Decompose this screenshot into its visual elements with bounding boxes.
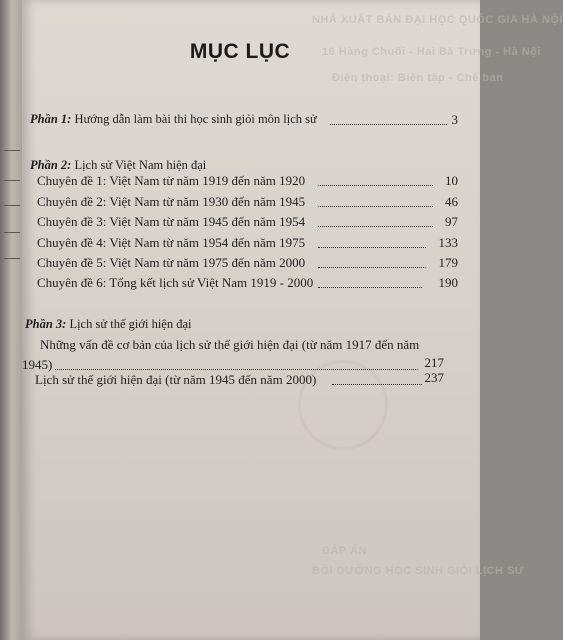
page-number: 217 — [424, 355, 444, 370]
part-title: Hướng dẫn làm bài thi học sinh giỏi môn lịch sử — [74, 112, 317, 126]
toc-item-2: Lịch sử thế giới hiện đại (từ năm 1945 đến năm 2000) — [35, 372, 317, 387]
toc-item-1-line-2: 1945) — [22, 357, 53, 372]
part-title: Lịch sử thế giới hiện đại — [69, 317, 192, 331]
part-title: Lịch sử Việt Nam hiện đại — [74, 158, 207, 172]
toc-part-2 — [30, 158, 206, 173]
toc-topic-3: Chuyên đề 3: Việt Nam từ năm 1945 đến năm 1954 — [37, 214, 306, 229]
page-number: 46 — [445, 194, 458, 209]
toc-topic-4: Chuyên đề 4: Việt Nam từ năm 1954 đến năm 1975 — [37, 235, 306, 250]
part-label: Phần 3: — [25, 317, 67, 331]
part-label: Phần 1: — [30, 112, 72, 126]
toc-topic-2: Chuyên đề 2: Việt Nam từ năm 1930 đến năm 1945 — [37, 194, 306, 209]
toc-topic-6: Chuyên đề 6: Tổng kết lịch sử Việt Nam 1919 - 2000 — [37, 275, 314, 290]
toc-part-3 — [25, 317, 192, 332]
toc-topic-5: Chuyên đề 5: Việt Nam từ năm 1975 đến năm 2000 — [37, 255, 306, 270]
page-number: 179 — [438, 255, 458, 270]
adjacent-page-edge — [0, 0, 22, 640]
page-number: 10 — [445, 173, 458, 188]
page-number: 190 — [438, 275, 458, 290]
toc-item-1-line-1: Những vấn đề cơ bản của lịch sử thế giới hiện đại (từ năm 1917 đến năm — [40, 337, 420, 352]
part-label: Phần 2: — [30, 158, 72, 172]
page-number: 3 — [451, 112, 458, 127]
page-number: 237 — [424, 370, 444, 385]
toc-page: NHÀ XUẤT BẢN ĐẠI HỌC QUỐC GIA HÀ NỘI 16 Hàng Chuối - Hai Bà Trưng - Hà Nội Điện thoại: Biên tập - Chế bản ĐÁP ÁN BỒI DƯỠNG HỌC SINH GIỎI LỊCH SỬ — [22, 0, 480, 640]
page-title: MỤC LỤC — [189, 40, 291, 63]
page-number: 97 — [445, 214, 458, 229]
page-number: 133 — [438, 235, 458, 250]
toc-part-1 — [30, 112, 317, 127]
toc-topic-1: Chuyên đề 1: Việt Nam từ năm 1919 đến năm 1920 — [37, 173, 306, 188]
